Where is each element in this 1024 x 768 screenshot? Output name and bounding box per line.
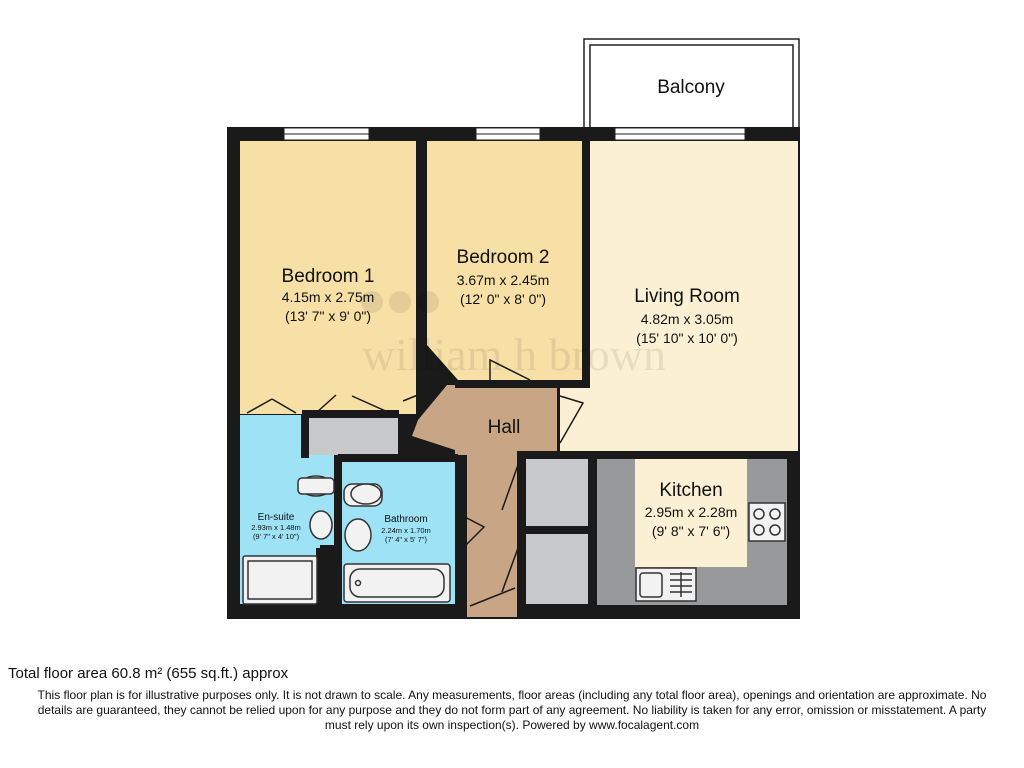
bedroom-1-imperial: (13' 7" x 9' 0") [284, 308, 372, 324]
bedroom-1-name: Bedroom 1 [281, 266, 375, 287]
kitchen-metric: 2.95m x 2.28m [644, 504, 738, 520]
watermark-text: william h brown [361, 329, 667, 380]
disclaimer-line-3: must rely upon its own inspection(s). Powered by www.focalagent.com [324, 718, 700, 732]
hall-name: Hall [487, 417, 521, 438]
bathroom-name: Bathroom [384, 514, 428, 525]
balcony [584, 39, 799, 129]
total-floor-area: Total floor area 60.8 m² (655 sq.ft.) approx [8, 665, 289, 682]
kitchen-imperial: (9' 8" x 7' 6") [651, 523, 731, 539]
disclaimer-line-1: This floor plan is for illustrative purposes only. It is not drawn to scale. Any measurements, floor areas (including any total floor area), openings and orientation are approximate. No [37, 688, 987, 702]
bedroom-2-name: Bedroom 2 [456, 247, 550, 268]
living-room-lower [560, 384, 798, 459]
living-room-imperial: (15' 10" x 10' 0") [636, 330, 738, 346]
balcony-label: Balcony [657, 77, 725, 98]
bathroom-imperial: (7' 4" x 5' 7") [385, 535, 427, 544]
living-room-metric: 4.82m x 3.05m [640, 311, 734, 327]
en-suite-name: En-suite [257, 512, 295, 523]
bedroom-1-metric: 4.15m x 2.75m [281, 289, 375, 305]
en-suite-imperial: (9' 7" x 4' 10") [252, 532, 300, 541]
living-room-name: Living Room [634, 286, 740, 307]
cupboard-3 [526, 534, 588, 604]
en-suite-metric: 2.93m x 1.48m [251, 523, 301, 532]
cupboard-2 [526, 457, 588, 526]
disclaimer [0, 688, 1024, 733]
kitchen-name: Kitchen [659, 480, 723, 501]
bathroom-metric: 2.24m x 1.70m [381, 526, 431, 535]
disclaimer-line-2: details are guaranteed, they cannot be relied upon for any purpose and they do not form part of any agreement. No liability is taken for any error, omission or misstatement. A party [37, 703, 987, 717]
windows [284, 128, 745, 140]
cupboard-1 [307, 415, 398, 455]
bedroom-2-imperial: (12' 0" x 8' 0") [459, 291, 547, 307]
bedroom-2-metric: 3.67m x 2.45m [456, 272, 550, 288]
